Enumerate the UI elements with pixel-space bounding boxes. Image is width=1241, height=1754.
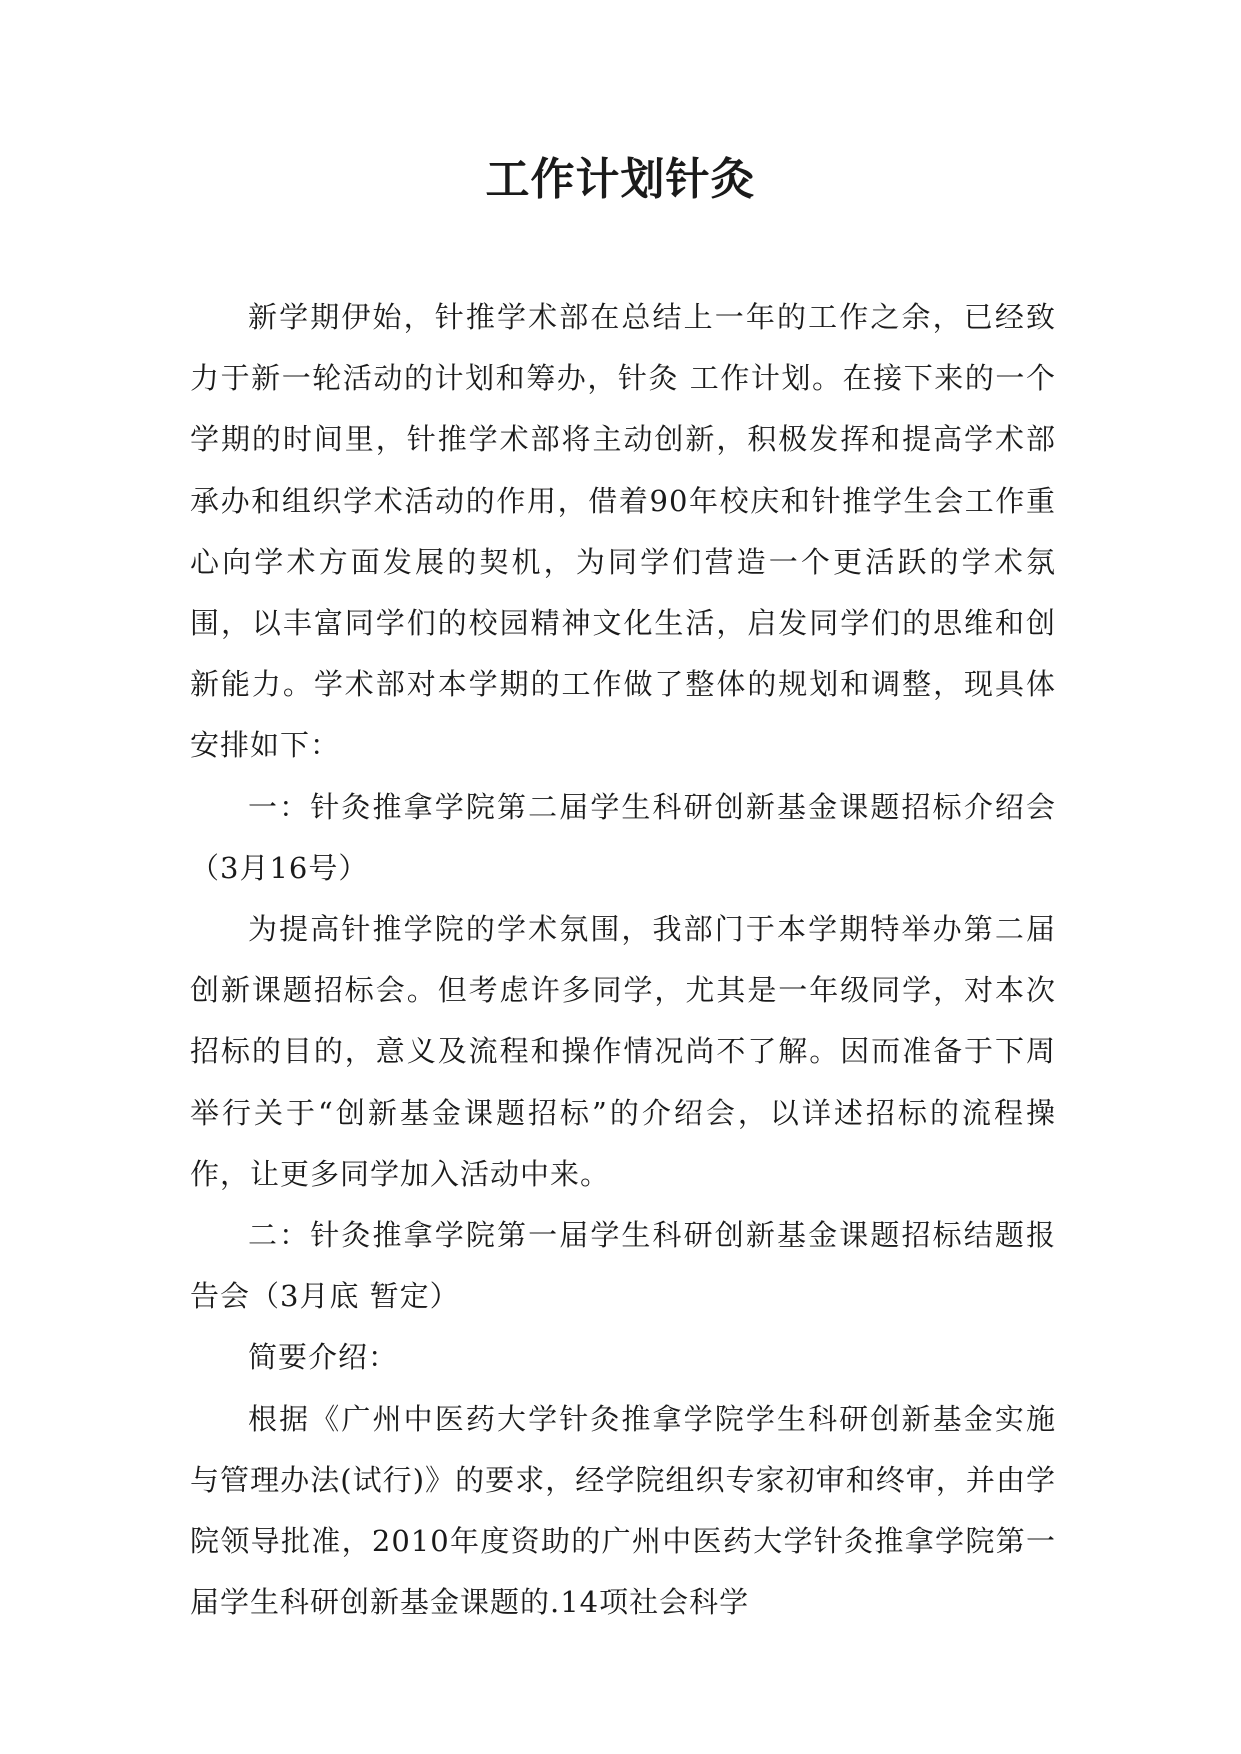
document-body	[190, 287, 1056, 1633]
section-one-heading: 一：针灸推拿学院第二届学生科研创新基金课题招标介绍会（3月16号）	[190, 789, 1056, 885]
section-two-heading: 二：针灸推拿学院第一届学生科研创新基金课题招标结题报告会（3月底 暂定）	[190, 1218, 1056, 1314]
document-title: 工作计划针灸	[485, 154, 756, 205]
brief-intro-label: 简要介绍：	[248, 1340, 399, 1375]
intro-paragraph: 新学期伊始，针推学术部在总结上一年的工作之余，已经致力于新一轮活动的计划和筹办，针灸 工作计划。在接下来的一个学期的时间里，针推学术部将主动创新，积极发挥和提高学术部承办和组织学术活动的作用，借着90年校庆和针推学生会工作重心向学术方面发展的契机，为同学们营造一个更活跃的学术氛围，以丰富同学们的校园精神文化生活，启发同学们的思维和创新能力。学术部对本学期的工作做了整体的规划和调整，现具体安排如下：	[190, 300, 1056, 763]
section-one-paragraph: 为提高针推学院的学术氛围，我部门于本学期特举办第二届创新课题招标会。但考虑许多同学，尤其是一年级同学，对本次招标的目的，意义及流程和操作情况尚不了解。因而准备于下周举行关于“创新基金课题招标”的介绍会，以详述招标的流程操作，让更多同学加入活动中来。	[190, 912, 1056, 1191]
section-two-paragraph: 根据《广州中医药大学针灸推拿学院学生科研创新基金实施与管理办法(试行)》的要求，经学院组织专家初审和终审，并由学院领导批准，2010年度资助的广州中医药大学针灸推拿学院第一届学生科研创新基金课题的.14项社会科学	[190, 1401, 1056, 1620]
